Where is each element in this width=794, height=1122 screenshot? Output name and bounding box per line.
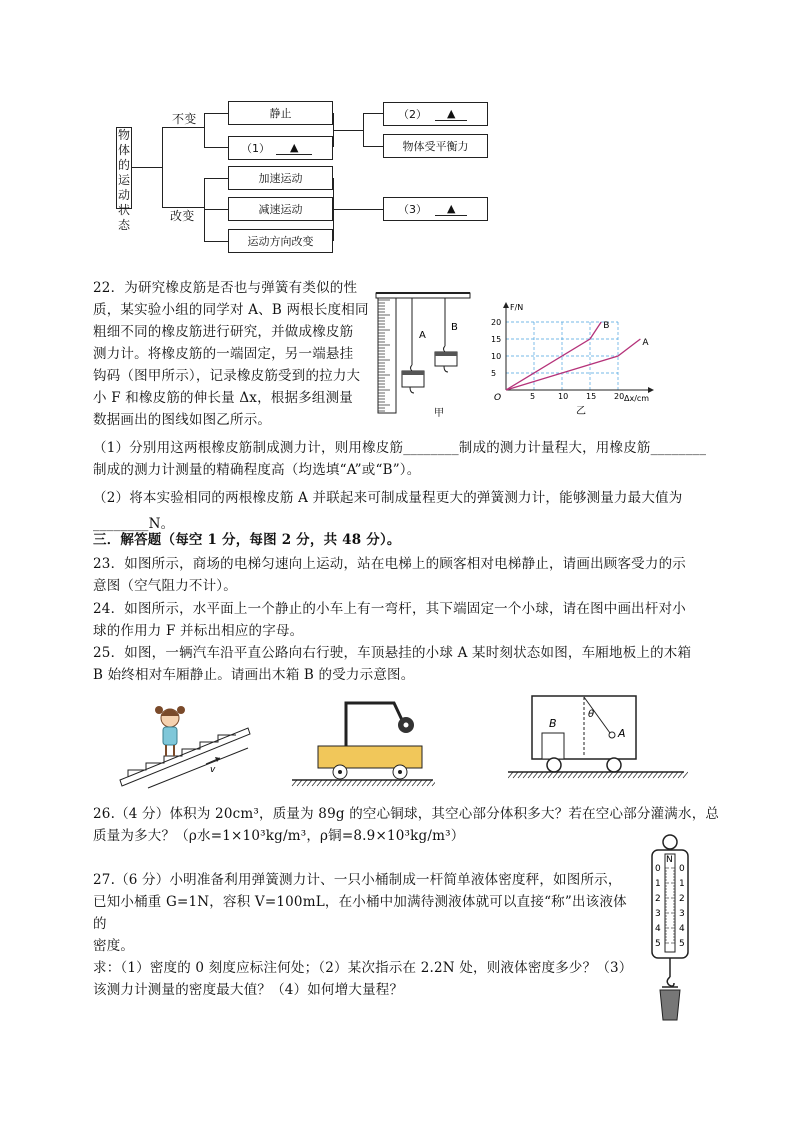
section3-title: 三．解答题（每空 1 分，每图 2 分，共 48 分）。: [93, 532, 401, 548]
box-blank3: （3） ▲: [383, 197, 488, 221]
y-tick-label: 15: [491, 335, 502, 344]
box-blank1: （1） ▲: [228, 136, 333, 160]
velocity-label: v: [210, 765, 216, 775]
q22-stem: 22．为研究橡皮筋是否也与弹簧有类似的性 质，某实验小组的同学对 A、B 两根长度相同 粗细不同的橡皮筋进行研究，并做成橡皮筋 测力计。将橡皮筋的一端固定，另一端悬挂 钩码（图甲所示），记录橡皮筋受到的拉力大 小 F 和橡皮筋的伸长量 Δx，根据多组测量 数据画出的图线如图乙所示。: [93, 280, 369, 428]
ball-a-label: A: [618, 727, 626, 740]
meter-right-label: 5: [679, 939, 685, 949]
meter-right-label: 2: [679, 894, 685, 904]
box-b-label: B: [549, 717, 557, 730]
meter-left-label: 0: [655, 864, 661, 874]
box-blank2: （2） ▲: [383, 102, 488, 126]
meter-right-label: 4: [679, 924, 685, 934]
y-axis-label: F/N: [510, 303, 524, 312]
meter-left-label: 2: [655, 894, 661, 904]
meter-left-label: 5: [655, 939, 661, 949]
q25: 25．如图，一辆汽车沿平直公路向右行驶，车顶悬挂的小球 A 某时刻状态如图，车厢地板上的木箱 B 始终相对车厢静止。请画出木箱 B 的受力示意图。: [93, 645, 692, 683]
figure-cart: [290, 698, 435, 788]
figure-truck: [508, 693, 688, 785]
y-tick-label: 5: [491, 369, 497, 378]
y-tick-label: 10: [491, 352, 502, 361]
q27: 27.（6 分）小明准备利用弹簧测力计、一只小桶制成一杆简单液体密度秤，如图所示， 已知小桶重 G=1N，容积 V=100mL，在小桶中加满待测液体就可以直接“称”出该液体的 密度。 求：（1）密度的 0 刻度应标注何处；（2）某次指示在 2.2N 处，则液体密度多少？（3） 该测力计测量的密度最大值？（4）如何增大量程？: [93, 872, 633, 998]
origin-label: O: [494, 393, 502, 403]
series-line-a: [506, 339, 640, 390]
figure-yi-chart: [488, 298, 668, 418]
meter-right-label: 1: [679, 879, 685, 889]
box-accel: 加速运动: [228, 166, 333, 190]
figure-escalator: [118, 700, 253, 790]
meter-right-label: 3: [679, 909, 685, 919]
meter-right-label: 0: [679, 864, 685, 874]
theta-label: θ: [588, 709, 595, 720]
box-direction: 运动方向改变: [228, 229, 333, 253]
figure-jia: [372, 290, 472, 420]
label-b: B: [451, 322, 458, 333]
box-balanced: 物体受平衡力: [383, 134, 488, 158]
fig-yi-caption: 乙: [576, 406, 586, 417]
x-tick-label: 20: [614, 392, 625, 401]
label-unchanged: 不变: [172, 112, 197, 126]
meter-left-label: 1: [655, 879, 661, 889]
x-tick-label: 10: [558, 392, 569, 401]
q22-part1: （1）分别用这两根橡皮筋制成测力计，则用橡皮筋________制成的测力计量程大，用橡皮筋________ 制成的测力计测量的精确程度高（均选填“A”或“B”）。 （2）将本实验相同的两根橡皮筋 A 并联起来可制成量程更大的弹簧测力计，能够测量力最大值为 ________N。: [93, 440, 707, 532]
x-axis-label: Δx/cm: [624, 394, 650, 403]
series-label-b: B: [603, 321, 610, 331]
x-tick-label: 5: [530, 392, 536, 401]
q26: 26.（4 分）体积为 20cm³，质量为 89g 的空心铜球，其空心部分体积多大？若在空心部分灌满水，总 质量为多大？（ρ水=1×10³kg/m³，ρ铜=8.9×10³kg/m³）: [93, 806, 720, 844]
meter-left-label: 3: [655, 909, 661, 919]
q24: 24．如图所示，水平面上一个静止的小车上有一弯杆，其下端固定一个小球，请在图中画出杆对小 球的作用力 F 并标出相应的字母。: [93, 601, 686, 639]
label-a: A: [419, 330, 426, 341]
meter-unit: N: [666, 855, 673, 865]
fig-jia-caption: 甲: [434, 408, 444, 419]
box-static: 静止: [228, 101, 333, 125]
q23: 23．如图所示，商场的电梯匀速向上运动，站在电梯上的顾客相对电梯静止，请画出顾客受力的示 意图（空气阻力不计）。: [93, 556, 686, 594]
series-label-a: A: [642, 338, 649, 348]
figure-spring-meter: [640, 832, 700, 1024]
concept-root: 物体的运动状态: [117, 128, 130, 232]
y-tick-label: 20: [491, 318, 502, 327]
x-tick-label: 15: [586, 392, 597, 401]
label-changed: 改变: [170, 209, 195, 223]
meter-left-label: 4: [655, 924, 661, 934]
box-decel: 减速运动: [228, 197, 333, 221]
